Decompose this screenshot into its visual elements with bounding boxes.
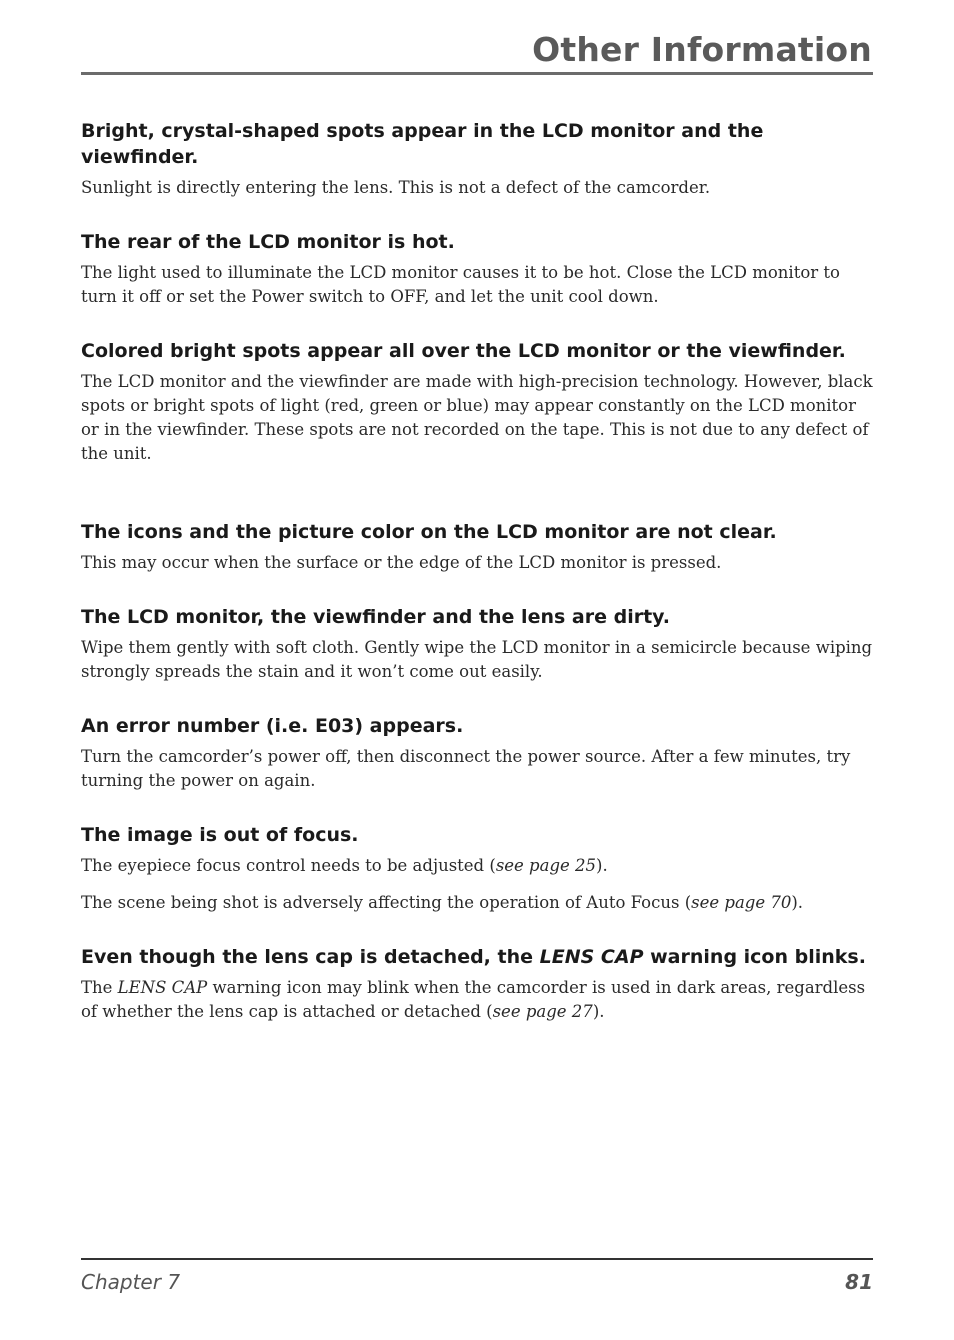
faq-question: Bright, crystal-shaped spots appear in the LCD monitor and the viewfinder. xyxy=(81,120,764,168)
faq-entry xyxy=(81,519,875,575)
spacer xyxy=(81,915,875,944)
faq-entry xyxy=(81,944,875,1024)
spacer xyxy=(81,466,875,519)
faq-answer: Sunlight is directly entering the lens. This is not a defect of the camcorder. xyxy=(81,178,711,197)
header-rule xyxy=(81,72,873,75)
faq-answer: Wipe them gently with soft cloth. Gently wipe the LCD monitor in a semicircle because wiping strongly spreads the stain and it won’t come out easily. xyxy=(81,638,873,681)
faq-answer: The light used to illuminate the LCD monitor causes it to be hot. Close the LCD monitor to turn it off or set the Power switch to OFF, and let the unit cool down. xyxy=(81,263,840,306)
lens-cap-term: LENS CAP xyxy=(539,946,644,968)
faq-question: The icons and the picture color on the LCD monitor are not clear. xyxy=(81,521,777,543)
faq-entry xyxy=(81,118,875,200)
faq-question xyxy=(81,944,875,970)
footer-chapter: Chapter 7 xyxy=(81,1270,181,1294)
question-text: Even though the lens cap is detached, the xyxy=(81,946,540,968)
page-reference: see page 25 xyxy=(495,856,597,875)
footer-page-number: 81 xyxy=(845,1270,873,1294)
faq-entry xyxy=(81,822,875,915)
answer-text: The eyepiece focus control needs to be adjusted ( xyxy=(81,856,496,875)
faq-answer xyxy=(81,976,875,1024)
faq-question: The image is out of focus. xyxy=(81,824,359,846)
answer-text: ). xyxy=(596,856,608,875)
lens-cap-term: LENS CAP xyxy=(117,978,208,997)
spacer xyxy=(81,793,875,822)
answer-text: ). xyxy=(791,893,804,912)
answer-text: The scene being shot is adversely affecting the operation of Auto Focus ( xyxy=(81,893,692,912)
footer-rule xyxy=(81,1258,873,1260)
spacer xyxy=(81,684,875,713)
faq-entry xyxy=(81,604,875,684)
faq-answer: Turn the camcorder’s power off, then disconnect the power source. After a few minutes, try turning the power on again. xyxy=(81,747,851,790)
spacer xyxy=(81,309,875,338)
question-text: warning icon blinks. xyxy=(643,946,866,968)
page-reference: see page 70 xyxy=(691,893,792,912)
faq-entry xyxy=(81,713,875,793)
faq-answer xyxy=(81,891,875,915)
answer-text: ). xyxy=(592,1002,605,1021)
spacer xyxy=(81,575,875,604)
answer-text: warning icon may blink when the camcorder is used in dark areas, regardless of whether the lens cap is attached or detached ( xyxy=(81,978,866,1021)
content xyxy=(81,118,875,1024)
page-header-title: Other Information xyxy=(532,30,872,69)
faq-answer: The LCD monitor and the viewfinder are made with high-precision technology. However, black spots or bright spots of light (red, green or blue) may appear constantly on the LCD monitor or in the viewfinder. These spots are not recorded on the tape. This is not due to any defect of the unit. xyxy=(81,372,873,463)
faq-question: An error number (i.e. E03) appears. xyxy=(81,715,464,737)
answer-text: The xyxy=(81,978,118,997)
faq-question: The rear of the LCD monitor is hot. xyxy=(81,231,455,253)
faq-answer xyxy=(81,854,875,878)
faq-question: The LCD monitor, the viewfinder and the lens are dirty. xyxy=(81,606,671,628)
faq-answer: This may occur when the surface or the edge of the LCD monitor is pressed. xyxy=(81,553,722,572)
page-reference: see page 27 xyxy=(492,1002,593,1021)
spacer xyxy=(81,200,875,229)
faq-entry xyxy=(81,338,875,466)
faq-entry xyxy=(81,229,875,309)
faq-question: Colored bright spots appear all over the LCD monitor or the viewfinder. xyxy=(81,340,846,362)
